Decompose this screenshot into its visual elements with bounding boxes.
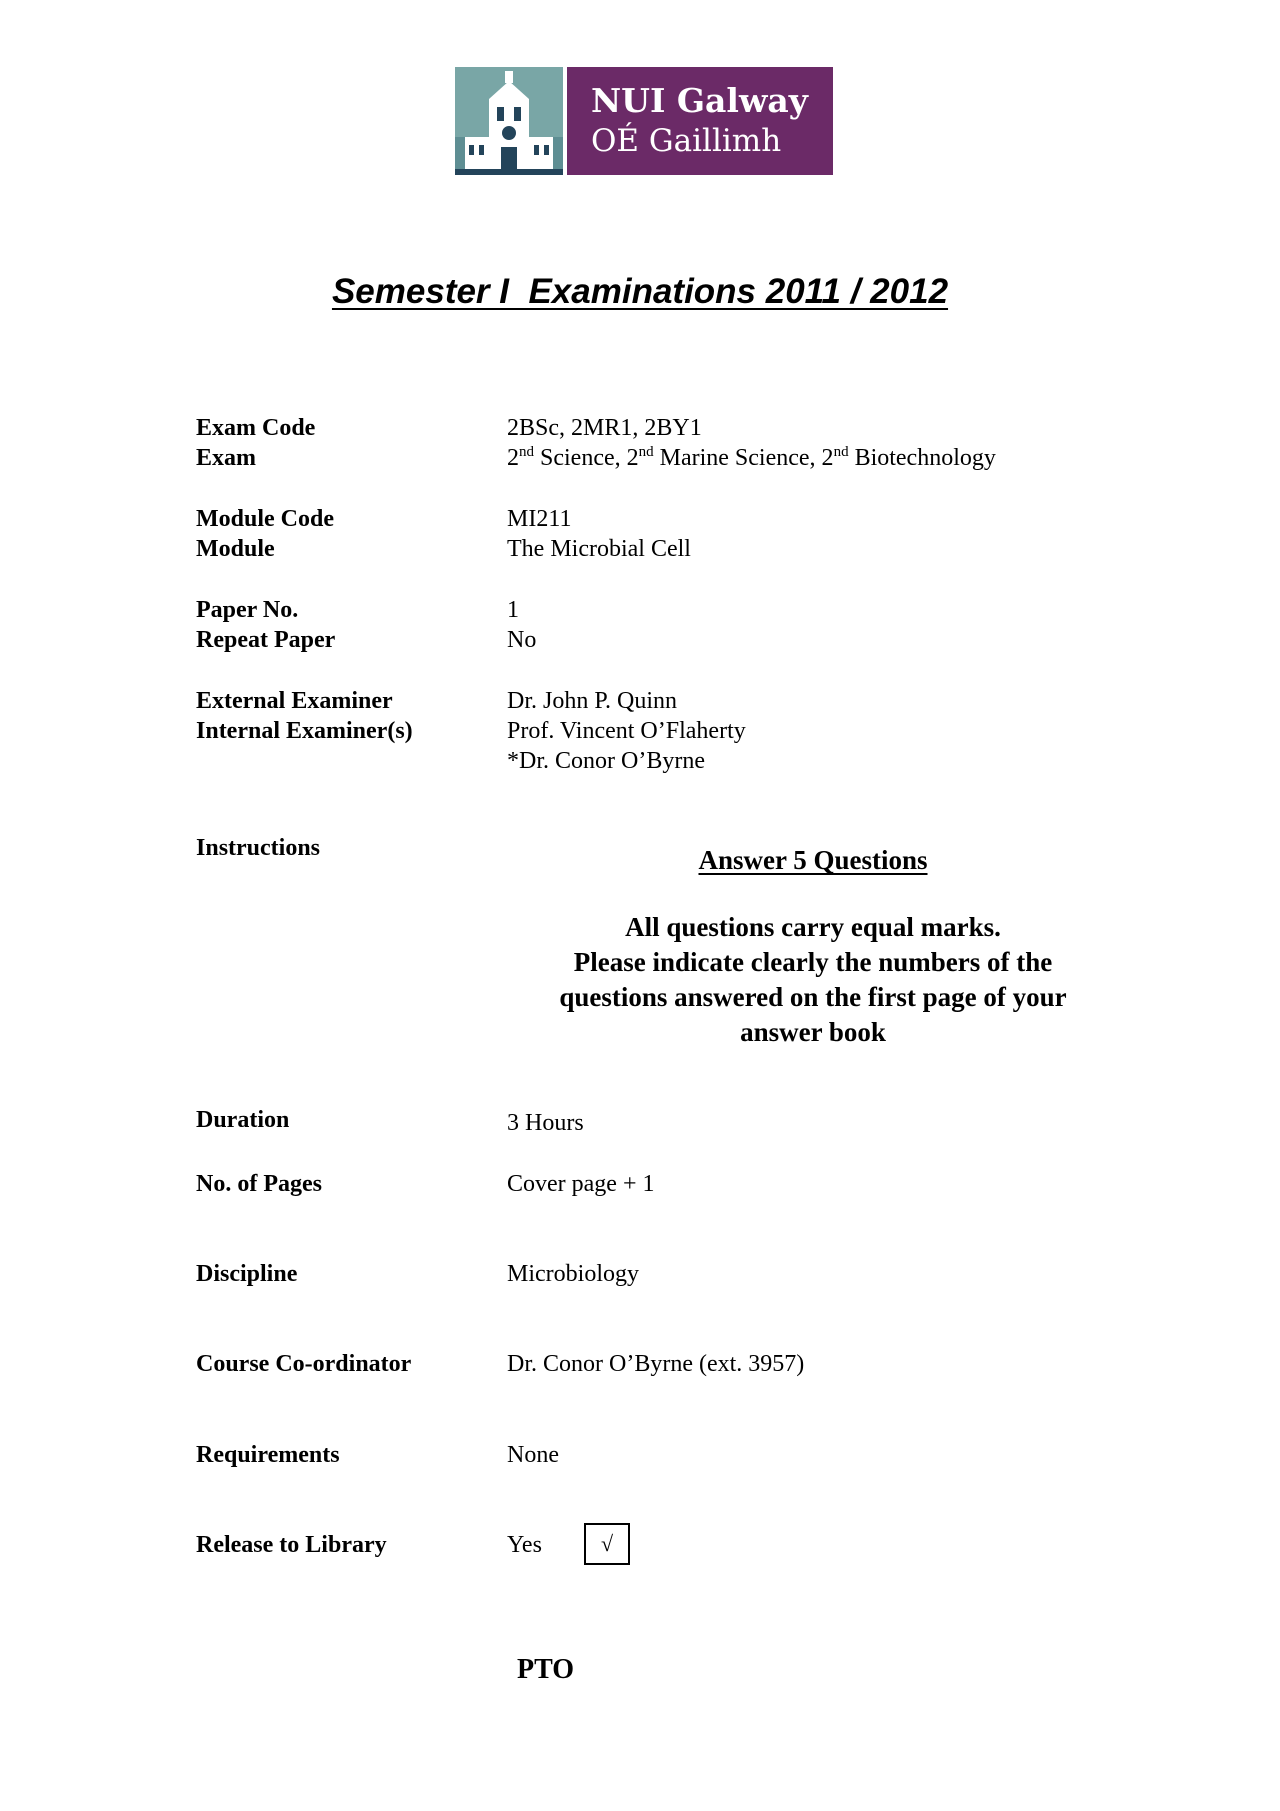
ordinal-suffix: nd <box>833 444 849 460</box>
page-title-text: Semester I Examinations 2011 / 2012 <box>331 272 949 311</box>
duration-label: Duration <box>196 1107 290 1133</box>
exam-code-label: Exam Code <box>196 415 316 441</box>
instructions-heading: Answer 5 Questions <box>698 845 928 875</box>
ordinal-suffix: nd <box>638 444 654 460</box>
no-of-pages-value: Cover page + 1 <box>507 1171 655 1197</box>
external-examiner-value: Dr. John P. Quinn <box>507 688 678 714</box>
logo-name-english: NUI Galway <box>591 81 808 120</box>
instructions-line: Please indicate clearly the numbers of the <box>573 947 1053 977</box>
paper-no-value: 1 <box>507 597 519 623</box>
module-label: Module <box>196 536 275 562</box>
exam-value-part: Science, 2 <box>534 445 639 471</box>
repeat-paper-label: Repeat Paper <box>196 627 336 653</box>
duration-value: 3 Hours <box>507 1110 584 1136</box>
release-to-library-value: Yes <box>507 1532 542 1558</box>
logo-text-block <box>567 67 833 175</box>
instructions-line: answer book <box>740 1017 886 1047</box>
exam-value-part: Marine Science, 2 <box>653 445 834 471</box>
instructions-body <box>513 910 1113 1050</box>
exam-label: Exam <box>196 445 256 471</box>
internal-examiner-value: *Dr. Conor O’Byrne <box>507 748 705 774</box>
exam-value-part: 2 <box>507 445 519 471</box>
paper-no-label: Paper No. <box>196 597 299 623</box>
course-coordinator-label: Course Co-ordinator <box>196 1351 412 1377</box>
page-title <box>0 272 1280 312</box>
external-examiner-label: External Examiner <box>196 688 393 714</box>
pto-footer: PTO <box>517 1654 575 1685</box>
nui-galway-logo <box>455 67 833 175</box>
internal-examiners-label: Internal Examiner(s) <box>196 718 413 744</box>
module-code-label: Module Code <box>196 506 334 532</box>
internal-examiner-value: Prof. Vincent O’Flaherty <box>507 718 746 744</box>
discipline-value: Microbiology <box>507 1261 639 1287</box>
quadrangle-tower-icon <box>455 67 563 175</box>
requirements-value: None <box>507 1442 559 1468</box>
logo-name-irish: OÉ Gaillimh <box>591 123 782 159</box>
exam-value-part: Biotechnology <box>848 445 996 471</box>
instructions-line: questions answered on the first page of your <box>559 982 1067 1012</box>
exam-code-value: 2BSc, 2MR1, 2BY1 <box>507 415 702 441</box>
instructions-label: Instructions <box>196 835 321 861</box>
instructions-line: All questions carry equal marks. <box>625 912 1001 942</box>
release-checkbox <box>584 1523 630 1565</box>
check-mark-icon: √ <box>600 1531 614 1556</box>
no-of-pages-label: No. of Pages <box>196 1171 322 1197</box>
requirements-label: Requirements <box>196 1442 340 1468</box>
discipline-label: Discipline <box>196 1261 298 1287</box>
ordinal-suffix: nd <box>519 444 534 460</box>
repeat-paper-value: No <box>507 627 537 653</box>
release-to-library-label: Release to Library <box>196 1532 387 1558</box>
exam-value <box>507 443 996 473</box>
course-coordinator-value: Dr. Conor O’Byrne (ext. 3957) <box>507 1351 805 1377</box>
module-value: The Microbial Cell <box>507 536 691 562</box>
module-code-value: MI211 <box>507 506 572 532</box>
